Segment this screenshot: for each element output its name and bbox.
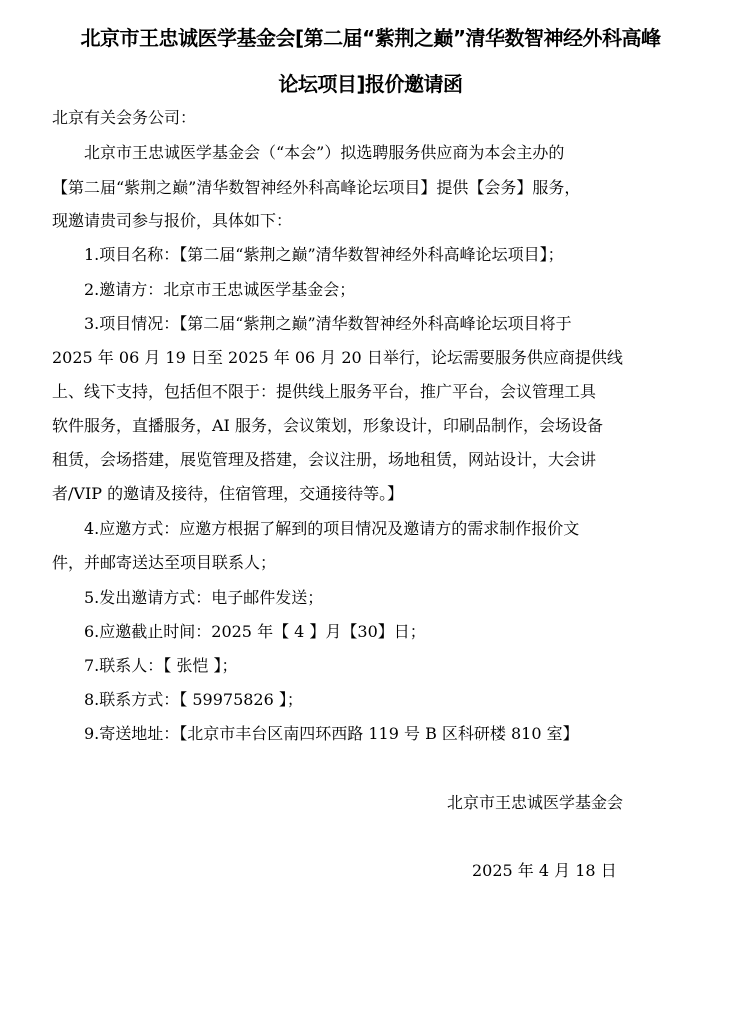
item-3-line-3: 上、线下支持，包括但不限于：提供线上服务平台，推广平台，会议管理工具 — [52, 382, 597, 401]
intro-line-2: 【第二届“紫荆之巅”清华数智神经外科高峰论坛项目】提供【会务】服务， — [52, 178, 581, 197]
item-9-mailing-address: 9.寄送地址：【北京市丰台区南四环西路 119 号 B 区科研楼 810 室】 — [84, 724, 579, 743]
item-8-contact-number: 8.联系方式：【 59975826 】； — [84, 690, 303, 709]
item-3-line-2: 2025 年 06 月 19 日至 2025 年 06 月 20 日举行，论坛需要服务供应商提供线 — [52, 348, 623, 367]
item-3-line-1: 3.项目情况：【第二届“紫荆之巅”清华数智神经外科高峰论坛项目将于 — [84, 314, 572, 333]
document-title-line-1: 北京市王忠诚医学基金会[第二届“紫荆之巅”清华数智神经外科高峰 — [80, 26, 661, 50]
item-3-line-5: 租赁，会场搭建，展览管理及搭建，会议注册，场地租赁，网站设计，大会讲 — [52, 450, 597, 469]
intro-line-3: 现邀请贵司参与报价，具体如下： — [52, 211, 293, 230]
item-1-project-name: 1.项目名称：【第二届“紫荆之巅”清华数智神经外科高峰论坛项目】； — [84, 245, 564, 264]
item-7-contact-person: 7.联系人：【 张恺 】； — [84, 656, 238, 675]
intro-line-1: 北京市王忠诚医学基金会（“本会”）拟选聘服务供应商为本会主办的 — [84, 143, 565, 162]
item-2-inviter: 2.邀请方：北京市王忠诚医学基金会； — [84, 280, 356, 299]
document-title-line-2: 论坛项目]报价邀请函 — [278, 72, 463, 96]
salutation: 北京有关会务公司： — [52, 108, 197, 127]
item-3-line-4: 软件服务，直播服务，AI 服务，会议策划，形象设计，印刷品制作，会场设备 — [52, 416, 603, 435]
signature-organization: 北京市王忠诚医学基金会 — [447, 793, 624, 812]
item-5-invite-method: 5.发出邀请方式：电子邮件发送； — [84, 588, 324, 607]
item-3-line-6: 者/VIP 的邀请及接待，住宿管理，交通接待等。】 — [52, 484, 404, 503]
item-4-line-2: 件，并邮寄送达至项目联系人； — [52, 553, 277, 572]
item-6-deadline: 6.应邀截止时间：2025 年【 4 】月【30】日； — [84, 622, 426, 641]
item-4-line-1: 4.应邀方式：应邀方根据了解到的项目情况及邀请方的需求制作报价文 — [84, 519, 580, 538]
signature-date: 2025 年 4 月 18 日 — [472, 861, 617, 880]
